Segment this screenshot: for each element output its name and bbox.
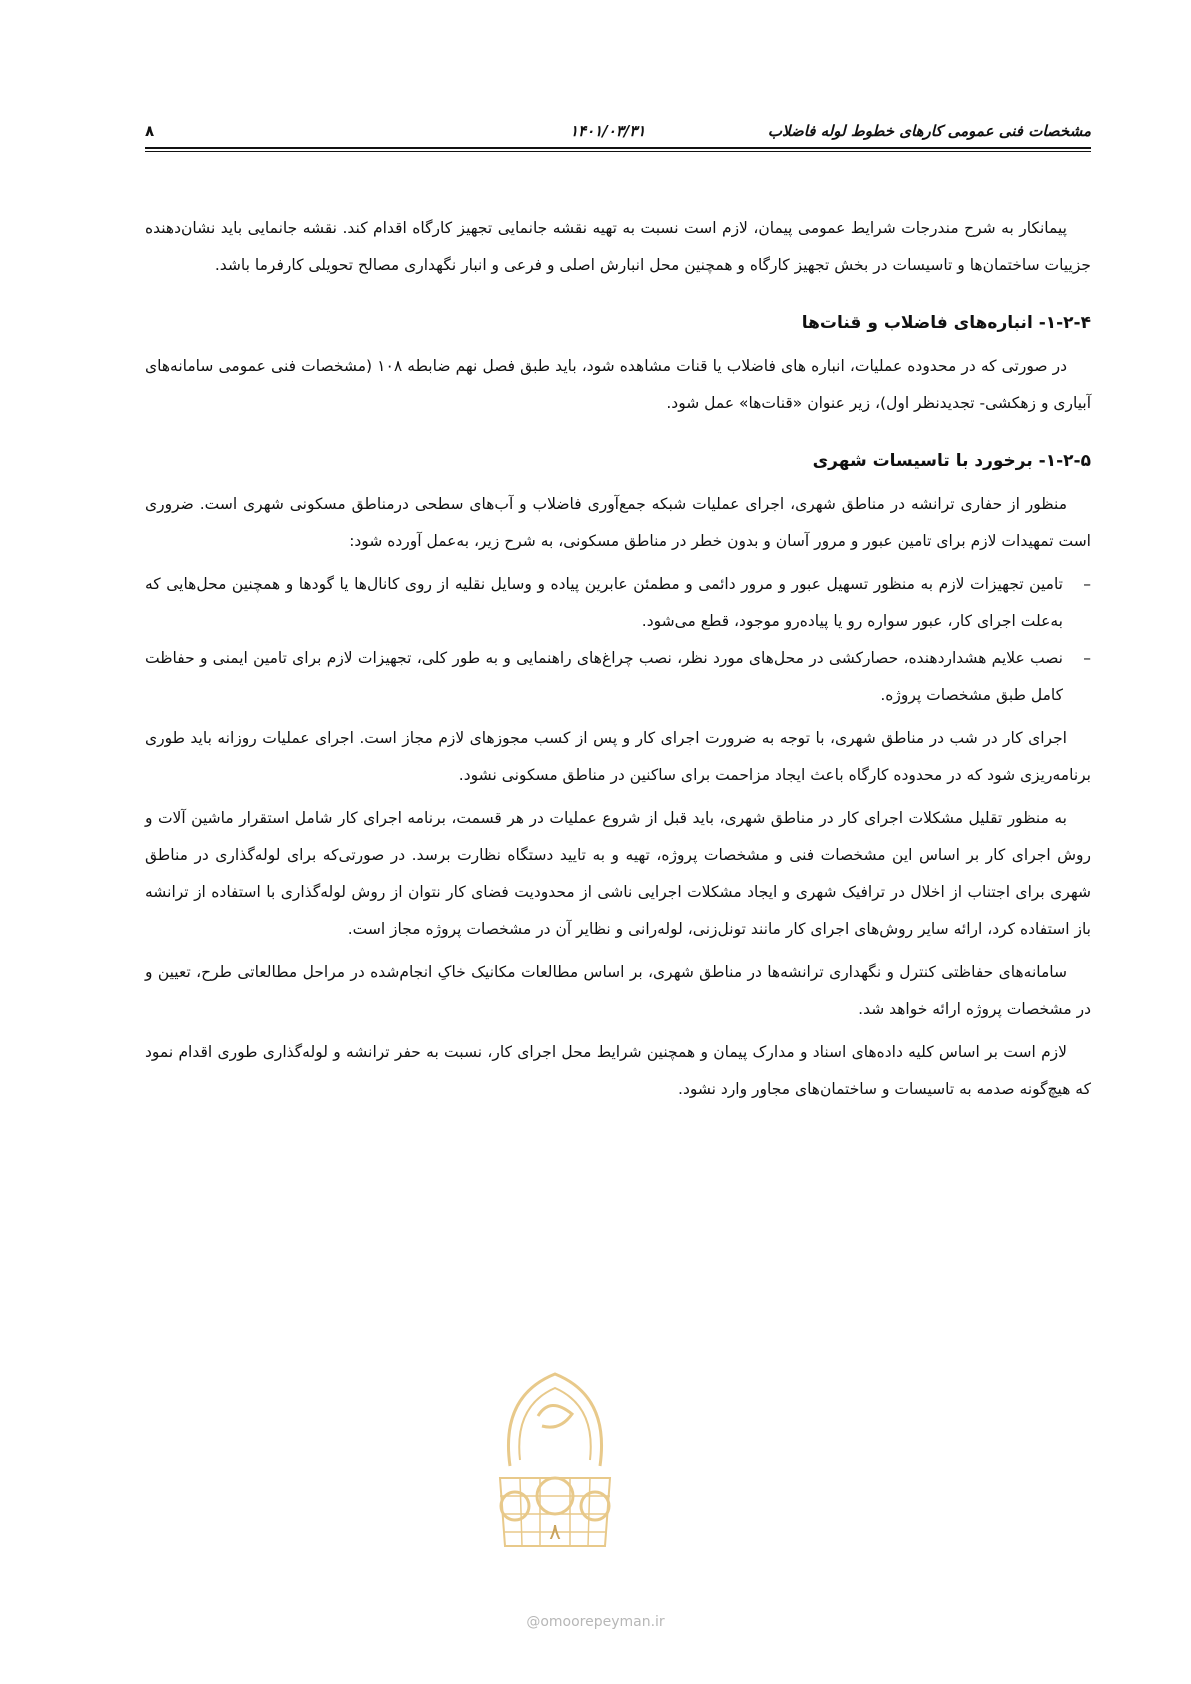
bullet-dash: –: [1083, 575, 1091, 593]
page-header: [145, 120, 1091, 146]
seal-icon: [480, 1356, 630, 1556]
paragraph-urban-intro: منظور از حفاری ترانشه در مناطق شهری، اجرای عملیات شبکه جمع‌آوری فاضلاب و آب‌های سطحی درمناطق مسکونی شهری است. ضروری است تمهیدات لازم برای تامین عبور و مرور آسان و بدون خطر در مناطق مسکونی، به شرح زیر، به‌عمل آورده شود:: [145, 495, 1091, 550]
bullet-dash: –: [1083, 649, 1091, 667]
section-heading-4: ۱-۲-۴- انباره‌های فاضلاب و قنات‌ها: [801, 313, 1091, 333]
header-divider: [145, 147, 1091, 149]
section-heading-5: ۱-۲-۵- برخورد با تاسیسات شهری: [812, 451, 1091, 471]
page-number: ۸: [145, 122, 155, 140]
watermark-url: @omoorepeyman.ir: [526, 1614, 665, 1630]
document-date: ۱۴۰۱/۰۳/۳۱: [570, 122, 646, 140]
watermark-page-number: ۸: [549, 1520, 561, 1545]
paragraph-sewer-cisterns: در صورتی که در محدوده عملیات، انباره های فاضلاب یا قنات مشاهده شود، باید طبق فصل نهم ضابطه ۱۰۸ (مشخصات فنی عمومی سامانه‌های آبیاری و زهکشی- تجدیدنظر اول)، زیر عنوان «قنات‌ها» عمل شود.: [145, 357, 1091, 412]
list-item: [145, 640, 1091, 714]
list-item: [145, 566, 1091, 640]
paragraph-work-program: به منظور تقلیل مشکلات اجرای کار در مناطق شهری، باید قبل از شروع عملیات در هر قسمت، برنامه اجرای کار شامل استقرار ماشین آلات و روش اجرای کار بر اساس این مشخصات فنی و مشخصات پروژه، تهیه و به تایید دستگاه نظارت برسد. در صورتی‌که برای لوله‌گذاری در مناطق شهری برای اجتناب از اخلال در ترافیک شهری و ایجاد مشکلات اجرایی ناشی از محدودیت فضای کار نتوان از روش لوله‌گذاری با استفاده از ترانشه باز استفاده کرد، ارائه سایر روش‌های اجرای کار مانند تونل‌زنی، لوله‌رانی و نظایر آن در مشخصات پروژه مجاز است.: [145, 809, 1091, 938]
list-item-text: نصب علایم هشداردهنده، حصارکشی در محل‌های مورد نظر، نصب چراغ‌های راهنمایی و به طور کلی، تجهیزات لازم برای تامین ایمنی و حفاظت کامل طبق مشخصات پروژه.: [145, 649, 1063, 704]
header-divider-thin: [145, 151, 1091, 152]
document-body: [145, 210, 1091, 1114]
paragraph-site-layout: پیمانکار به شرح مندرجات شرایط عمومی پیمان، لازم است نسبت به تهیه نقشه جانمایی تجهیز کارگاه اقدام کند. نقشه جانمایی باید نشان‌دهنده جزییات ساختمان‌ها و تاسیسات در بخش تجهیز کارگاه و همچنین محل انبارش اصلی و فرعی و انبار نگهداری مصالح تحویلی کارفرما باشد.: [145, 219, 1091, 274]
paragraph-contract-documents: لازم است بر اساس کلیه داده‌های اسناد و مدارک پیمان و همچنین شرایط محل اجرای کار، نسبت به حفر ترانشه و لوله‌گذاری طوری اقدام نمود که هیچ‌گونه صدمه به تاسیسات و ساختمان‌های مجاور وارد نشود.: [145, 1043, 1091, 1098]
list-item-text: تامین تجهیزات لازم به منظور تسهیل عبور و مرور دائمی و مطمئن عابرین پیاده و وسایل نقلیه از روی کانال‌ها یا گودها و همچنین محل‌هایی که به‌علت اجرای کار، عبور سواره رو یا پیاده‌رو موجود، قطع می‌شود.: [145, 575, 1063, 630]
requirements-list: [145, 566, 1091, 714]
paragraph-night-work: اجرای کار در شب در مناطق شهری، با توجه به ضرورت اجرای کار و پس از کسب مجوزهای لازم مجاز است. اجرای عملیات روزانه باید طوری برنامه‌ریزی شود که در محدوده کارگاه باعث ایجاد مزاحمت برای ساکنین در مناطق مسکونی نشود.: [145, 729, 1091, 784]
document-title: مشخصات فنی عمومی کارهای خطوط لوله فاضلاب: [767, 122, 1091, 140]
watermark-logo: [480, 1356, 630, 1556]
paragraph-trench-protection: سامانه‌های حفاظتی کنترل و نگهداری ترانشه‌ها در مناطق شهری، بر اساس مطالعات مکانیک خاکِ انجام‌شده در مراحل مطالعاتی طرح، تعیین و در مشخصات پروژه ارائه خواهد شد.: [145, 963, 1091, 1018]
